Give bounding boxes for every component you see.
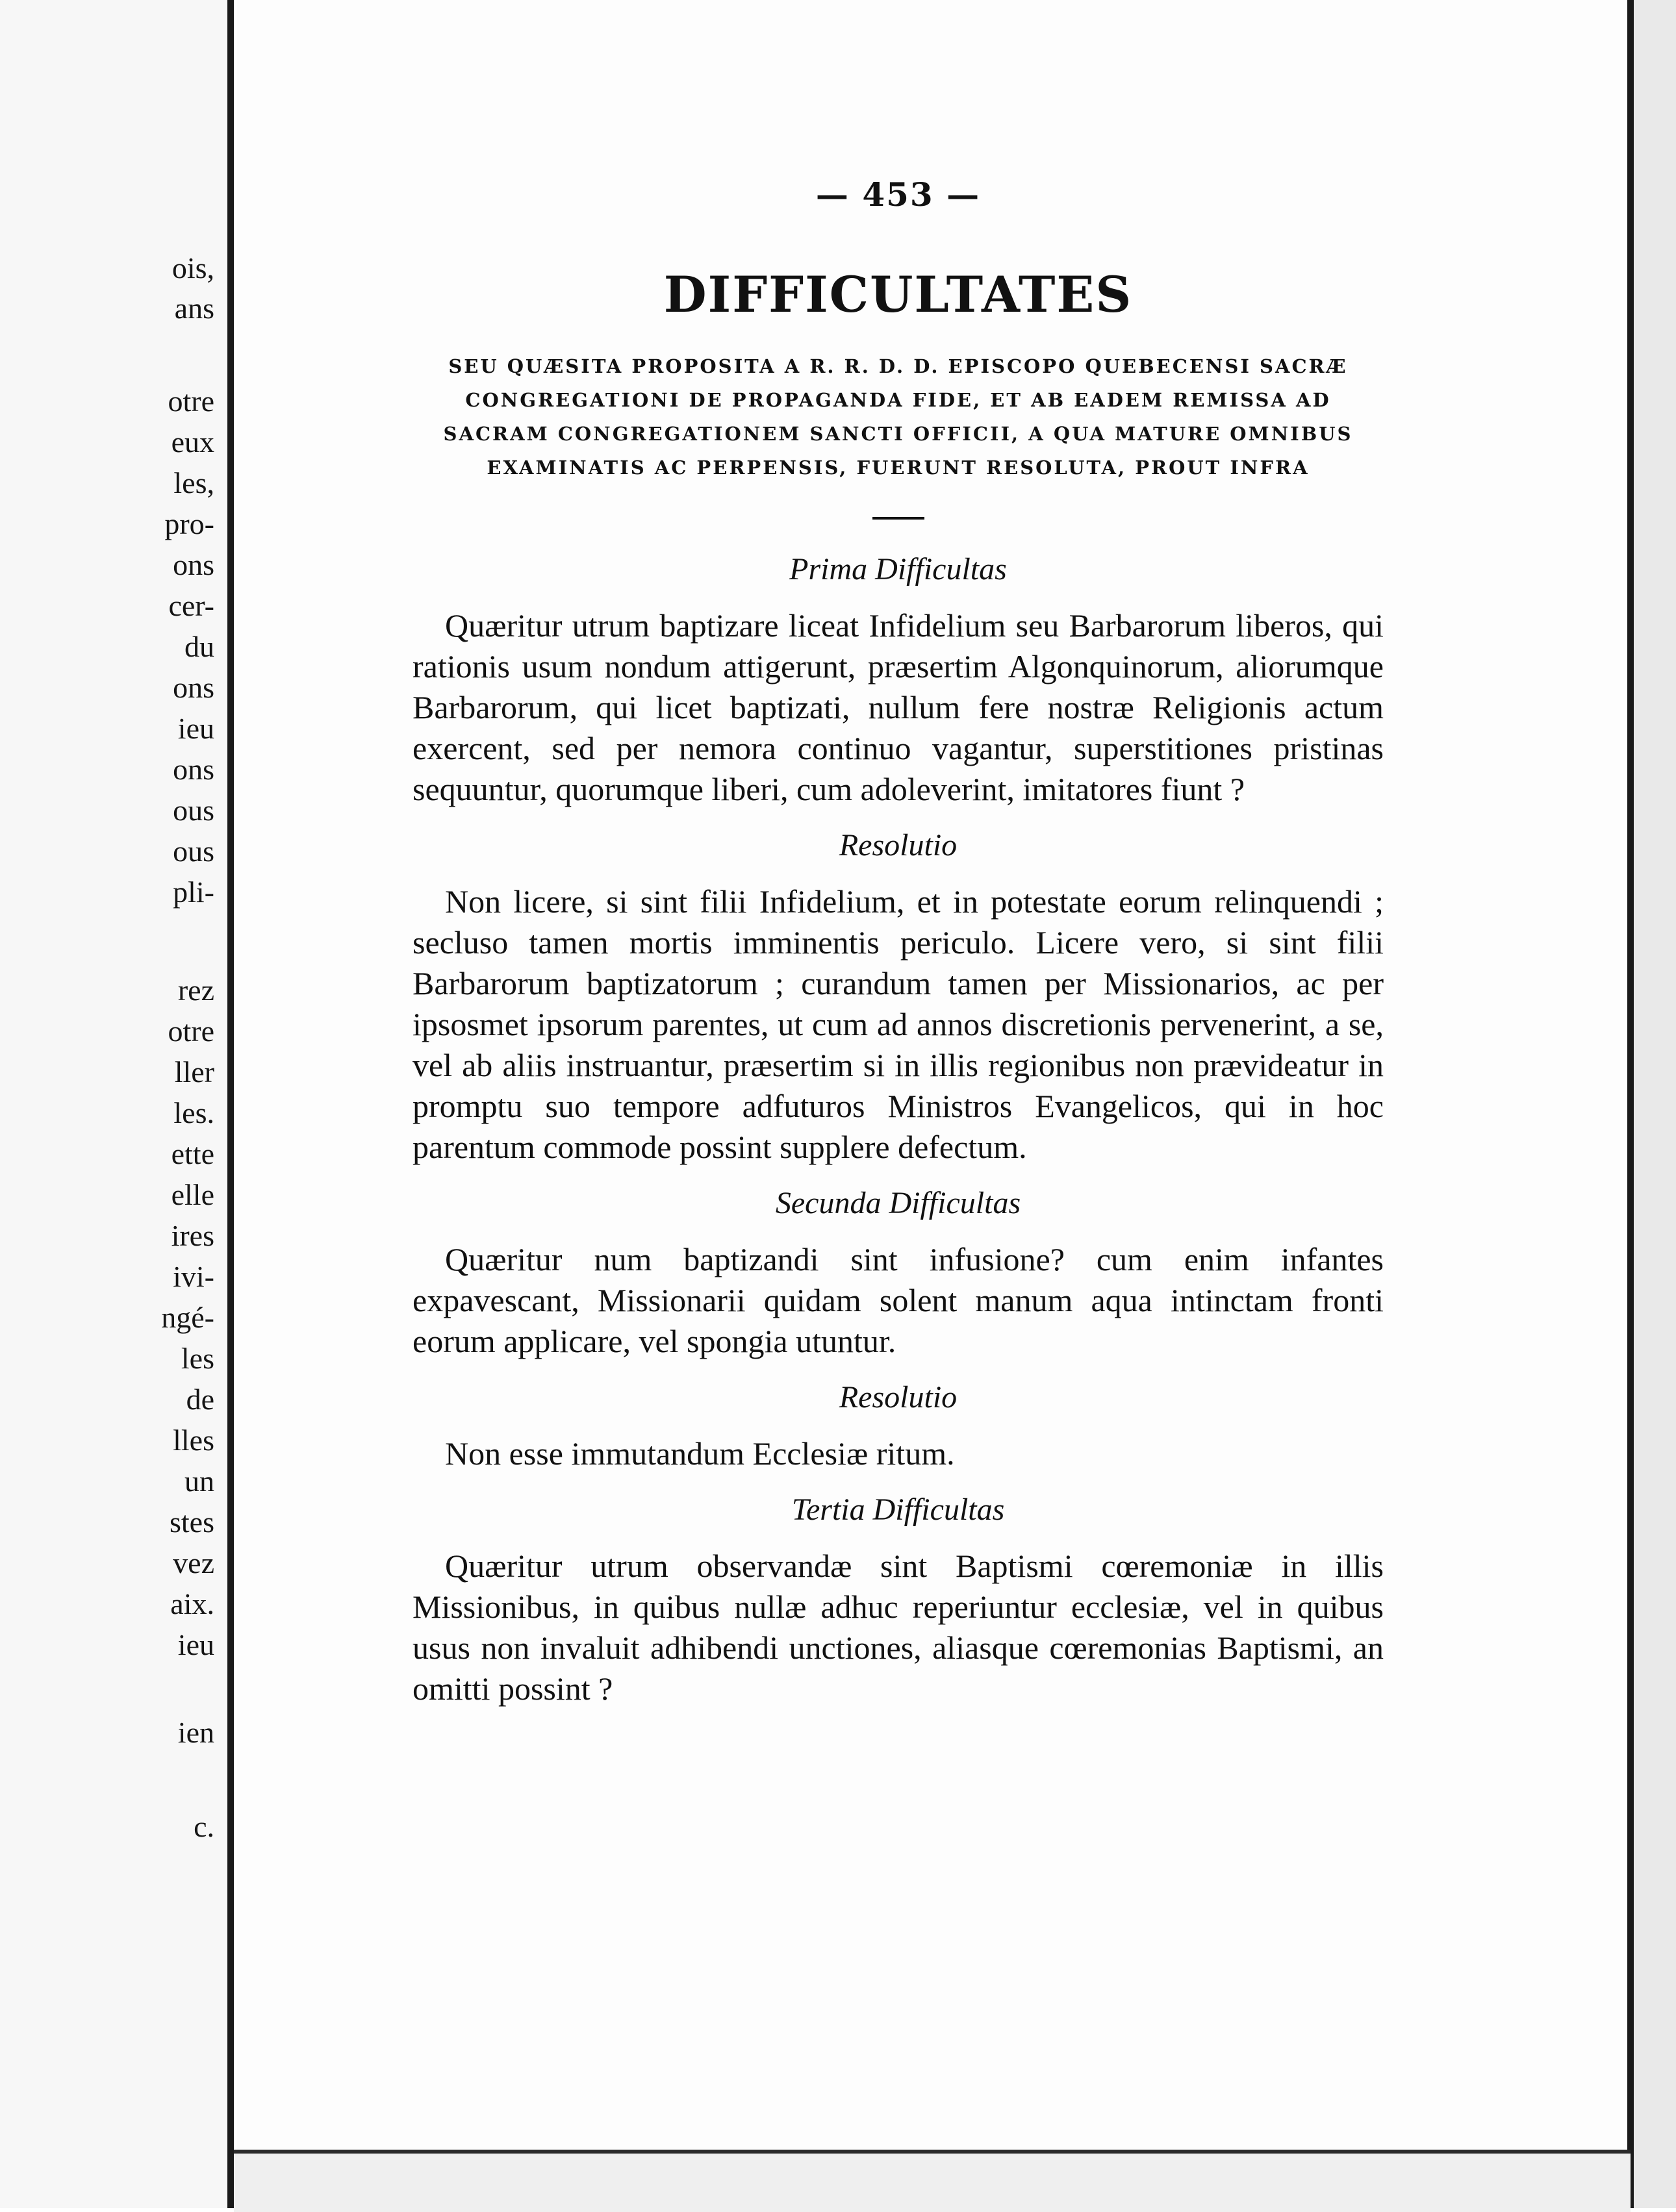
left-page-fragment: les [181, 1342, 214, 1375]
left-page-fragment: cer- [168, 589, 214, 622]
section-heading: Resolutio [839, 828, 958, 862]
page-title: DIFFICULTATES [663, 266, 1133, 323]
section-heading: Tertia Difficultas [791, 1492, 1005, 1527]
left-page-fragment: ien [177, 1716, 214, 1749]
section-paragraph: Quæritur num baptizandi sint infusione? cum enim infantes expavescant, Missionarii quidam solent manum aqua intinctam fronti eorum applicare, vel spongia utuntur. [413, 1241, 1384, 1359]
bottom-page-edge [234, 2150, 1631, 2212]
left-page-fragment: vez [173, 1546, 214, 1579]
left-page-fragment: c. [194, 1810, 214, 1843]
section-paragraph: Non licere, si sint filii Infidelium, et in potestate eorum relinquendi ; secluso tamen mortis imminentis periculo. Licere vero, si sint filii Barbarorum baptizatorum ; curandum tamen per Missionarios, ac per ipsosmet ipsorum parentes, ut cum ad annos discretionis pervenerint, a se, vel ab aliis instruantur, præsertim si in illis regionibus non prævideatur in promptu suo tempore adfuturos Ministros Evangelicos, qui in hoc parentum commode possint supplere defectum. [413, 883, 1384, 1165]
left-page-fragment: ieu [177, 1628, 214, 1661]
left-facing-page [0, 0, 234, 2208]
left-page-fragment: ivi- [173, 1260, 214, 1293]
left-page-fragment: rez [177, 974, 214, 1007]
left-page-fragment: de [186, 1383, 214, 1416]
left-page-fragment: ans [174, 292, 214, 325]
section-paragraph: Quæritur utrum baptizare liceat Infidelium seu Barbarorum liberos, qui rationis usum nondum attigerunt, præsertim Algonquinorum, aliorumque Barbarorum, qui licet baptizati, nullum fere nostræ Religionis actum exercent, sed per nemora continuo vagantur, superstitiones pristinas sequuntur, quorumque liberi, cum adoleverint, imitatores fiunt ? [413, 607, 1384, 807]
section-heading: Prima Difficultas [789, 552, 1007, 586]
left-page-fragment: ette [171, 1137, 214, 1170]
main-page [237, 0, 1627, 2208]
left-page-fragment: ons [173, 753, 214, 786]
right-page-edge [1627, 0, 1676, 2208]
page-content [413, 175, 1384, 1722]
left-page-fragment: ous [173, 835, 214, 868]
left-page-fragment: pli- [173, 875, 214, 909]
section-heading: Secunda Difficultas [775, 1186, 1021, 1220]
left-page-fragment: du [184, 630, 214, 663]
left-page-fragment: lles [173, 1424, 214, 1457]
left-page-fragment: aix. [170, 1587, 214, 1620]
left-page-fragment: ois, [171, 251, 214, 284]
left-page-fragment: ons [173, 671, 214, 704]
title-divider [872, 517, 924, 520]
left-page-fragment: eux [171, 425, 214, 459]
left-page-fragment: otre [168, 1014, 214, 1048]
page-subtitle: SEU QUÆSITA PROPOSITA A R. R. D. D. EPISCOPO QUEBECENSI SACRÆ CONGREGATIONI DE PROPAGANDA FIDE, ET AB EADEM REMISSA AD SACRAM CONGREGATIONEM SANCTI OFFICII, A QUA MATURE OMNIBUS EXAMINATIS AC PERPENSIS, FUERUNT RESOLUTA, PROUT INFRA [443, 355, 1353, 479]
left-page-fragment: stes [170, 1505, 214, 1539]
section-paragraph: Quæritur utrum observandæ sint Baptismi cœremoniæ in illis Missionibus, in quibus nullæ adhuc reperiuntur ecclesiæ, vel in quibus usus non invaluit adhibendi unctiones, aliasque cœremonias Baptismi, an omitti possint ? [413, 1548, 1384, 1707]
left-page-fragment: ons [173, 548, 214, 581]
left-page-fragment: ieu [177, 712, 214, 745]
left-page-fragment: otre [168, 384, 214, 418]
left-page-fragment: un [184, 1464, 214, 1498]
left-page-fragment: pro- [164, 507, 214, 540]
left-page-fragment: les, [173, 466, 214, 499]
left-page-fragment: elle [171, 1178, 214, 1211]
section-heading: Resolutio [839, 1380, 958, 1414]
left-page-fragment: ngé- [161, 1301, 214, 1334]
left-page-fragment: les. [173, 1096, 214, 1129]
page-number: — 453 — [815, 175, 981, 214]
section-paragraph: Non esse immutandum Ecclesiæ ritum. [445, 1435, 955, 1472]
left-page-fragment: ires [171, 1219, 214, 1252]
left-page-fragment: ller [174, 1055, 214, 1088]
left-page-fragment: ous [173, 794, 214, 827]
